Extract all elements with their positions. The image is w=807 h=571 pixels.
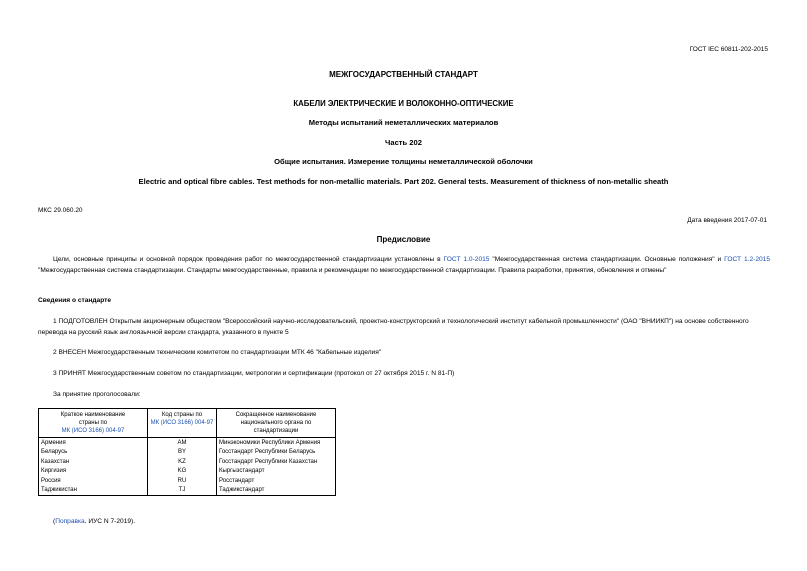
about-standard-heading: Сведения о стандарте — [38, 297, 112, 304]
part-number: Часть 202 — [385, 138, 422, 147]
english-title: Electric and optical fibre cables. Test methods for non-metallic materials. Part 202. General tests. Measurement of thickness of non-metallic sheath — [138, 177, 669, 186]
item-3-adopted: 3 ПРИНЯТ Межгосударственным советом по стандартизации, метрологии и сертификации (протокол от 27 октября 2015 г. N 81-П) — [53, 370, 455, 377]
table-row — [39, 457, 336, 467]
code-cell: KG — [148, 467, 217, 477]
mk-iso-link[interactable]: МК (ИСО 3166) 004-97 — [150, 420, 214, 426]
code-cell: RU — [148, 476, 217, 486]
header-national-body — [217, 409, 336, 438]
code-cell: TJ — [148, 486, 217, 496]
table-row — [39, 448, 336, 458]
body-cell: Кыргызстандарт — [217, 467, 336, 477]
voted-label: За принятие проголосовали: — [53, 391, 141, 398]
table-row — [39, 438, 336, 448]
item-1-prepared: 1 ПОДГОТОВЛЕН Открытым акционерным обществом "Всероссийский научно-исследовательский, проектно-конструкторский и технологический институт кабельной промышленности" (ОАО "ВНИИКП") на основе собственного перевода на русский язык англоязычной версии стандарта, указанного в пункте 5 — [38, 318, 749, 336]
country-cell: Россия — [39, 476, 148, 486]
header-country-code — [148, 409, 217, 438]
header-line: стандартизации — [253, 428, 299, 434]
body-cell: Таджикстандарт — [217, 486, 336, 496]
header-country-name — [39, 409, 148, 438]
table-header-row — [39, 409, 336, 438]
country-cell: Беларусь — [39, 448, 148, 458]
body-cell: Росстандарт — [217, 476, 336, 486]
document-subtitle: Методы испытаний неметаллических материалов — [308, 118, 499, 127]
foreword-text-a: Цели, основные принципы и основной порядок проведения работ по межгосударственной стандартизации установлены в — [53, 256, 444, 263]
country-cell: Армения — [39, 438, 148, 448]
header-line: Сокращенное наименование — [235, 412, 317, 418]
header-line: Краткое наименование — [60, 412, 126, 418]
amendment-link[interactable]: Поправка — [55, 518, 85, 525]
code-cell: KZ — [148, 457, 217, 467]
code-cell: AM — [148, 438, 217, 448]
header-line: Код страны по — [161, 412, 203, 418]
foreword-heading: Предисловие — [376, 235, 431, 244]
amendment-note: (Поправка. ИУС N 7-2019). — [53, 518, 136, 525]
intro-date: Дата введения 2017-07-01 — [687, 217, 767, 224]
mks-code: МКС 29.060.20 — [38, 207, 83, 214]
foreword-text-b: "Межгосударственная система стандартизации. Основные положения" и — [489, 256, 725, 263]
body-cell: Госстандарт Республики Беларусь — [217, 448, 336, 458]
header-line: страны по — [78, 420, 108, 426]
table-row — [39, 467, 336, 477]
foreword-paragraph — [38, 255, 770, 276]
gost-1-2-link[interactable]: ГОСТ 1.2-2015 — [724, 256, 771, 263]
country-cell: Казахстан — [39, 457, 148, 467]
document-title: КАБЕЛИ ЭЛЕКТРИЧЕСКИЕ И ВОЛОКОННО-ОПТИЧЕСКИЕ — [293, 99, 514, 108]
table-row — [39, 486, 336, 496]
countries-table — [38, 408, 336, 496]
foreword-text-c: "Межгосударственная система стандартизации. Стандарты межгосударственные, правила и рекомендации по межгосударственной стандартизации. Правила разработки, принятия, обновления и отмены" — [38, 266, 667, 274]
header-line: национального органа по — [240, 420, 312, 426]
item-2-submitted: 2 ВНЕСЕН Межгосударственным техническим комитетом по стандартизации МТК 46 "Кабельные изделия" — [53, 349, 382, 356]
amendment-text: . ИУС N 7-2019). — [84, 518, 136, 525]
mk-iso-link[interactable]: МК (ИСО 3166) 004-97 — [61, 428, 125, 434]
body-cell: Госстандарт Республики Казахстан — [217, 457, 336, 467]
country-cell: Киргизия — [39, 467, 148, 477]
country-cell: Таджикистан — [39, 486, 148, 496]
gost-1-0-link[interactable]: ГОСТ 1.0-2015 — [443, 256, 490, 263]
standard-heading: МЕЖГОСУДАРСТВЕННЫЙ СТАНДАРТ — [329, 70, 478, 79]
body-cell: Минэкономики Республики Армения — [217, 438, 336, 448]
document-code: ГОСТ IEC 60811-202-2015 — [689, 46, 768, 53]
code-cell: BY — [148, 448, 217, 458]
table-row — [39, 476, 336, 486]
part-title: Общие испытания. Измерение толщины неметаллической оболочки — [274, 157, 533, 166]
